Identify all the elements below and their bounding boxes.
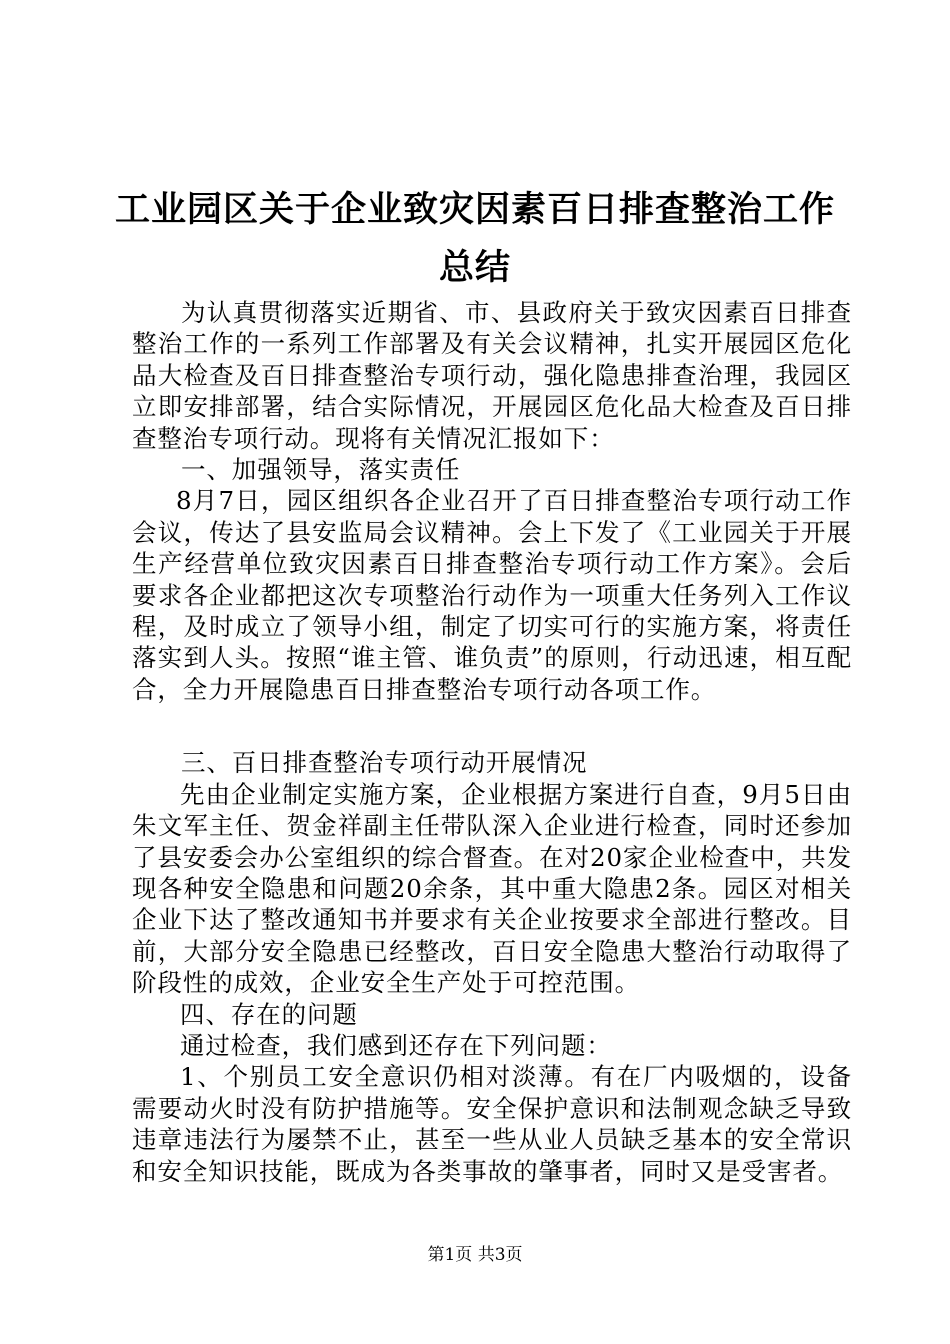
paragraph-spacer <box>132 705 852 747</box>
section-3-paragraph: 先由企业制定实施方案，企业根据方案进行自查，9月5日由朱文军主任、贺金祥副主任带队深入企业进行检查，同时还参加了县安委会办公室组织的综合督查。在对20家企业检查中，共发现各种安全隐患和问题20余条，其中重大隐患2条。园区对相关企业下达了整改通知书并要求有关企业按要求全部进行整改。目前，大部分安全隐患已经整改，百日安全隐患大整治行动取得了阶段性的成效，企业安全生产处于可控范围。 <box>132 779 852 998</box>
document-title-line-2: 总结 <box>438 247 511 288</box>
section-heading-4: 四、存在的问题 <box>180 999 358 1029</box>
section-heading-1: 一、加强领导，落实责任 <box>181 455 461 485</box>
section-heading-3: 三、百日排查整治专项行动开展情况 <box>181 748 588 778</box>
page-number-footer: 第1页 共3页 <box>427 1245 523 1265</box>
section-1-paragraph: 8月7日，园区组织各企业召开了百日排查整治专项行动工作会议，传达了县安监局会议精神。会上下发了《工业园关于开展生产经营单位致灾因素百日排查整治专项行动工作方案》。会后要求各企业都把这次专项整治行动作为一项重大任务列入工作议程，及时成立了领导小组，制定了切实可行的实施方案，将责任落实到人头。按照“谁主管、谁负责”的原则，行动迅速，相互配合，全力开展隐患百日排查整治专项行动各项工作。 <box>132 486 852 704</box>
intro-paragraph: 为认真贯彻落实近期省、市、县政府关于致灾因素百日排查整治工作的一系列工作部署及有关会议精神，扎实开展园区危化品大检查及百日排查整治专项行动，强化隐患排查治理，我园区立即安排部署，结合实际情况，开展园区危化品大检查及百日排查整治专项行动。现将有关情况汇报如下： <box>132 298 852 453</box>
document-title-line-1: 工业园区关于企业致灾因素百日排查整治工作 <box>114 189 835 230</box>
problem-item-1: 1、个别员工安全意识仍相对淡薄。有在厂内吸烟的，设备需要动火时没有防护措施等。安全保护意识和法制观念缺乏导致违章违法行为屡禁不止，甚至一些从业人员缺乏基本的安全常识和安全知识技能，既成为各类事故的肇事者，同时又是受害者。 <box>132 1062 852 1186</box>
section-4-intro: 通过检查，我们感到还存在下列问题： <box>180 1030 612 1060</box>
document-body <box>132 297 852 1187</box>
